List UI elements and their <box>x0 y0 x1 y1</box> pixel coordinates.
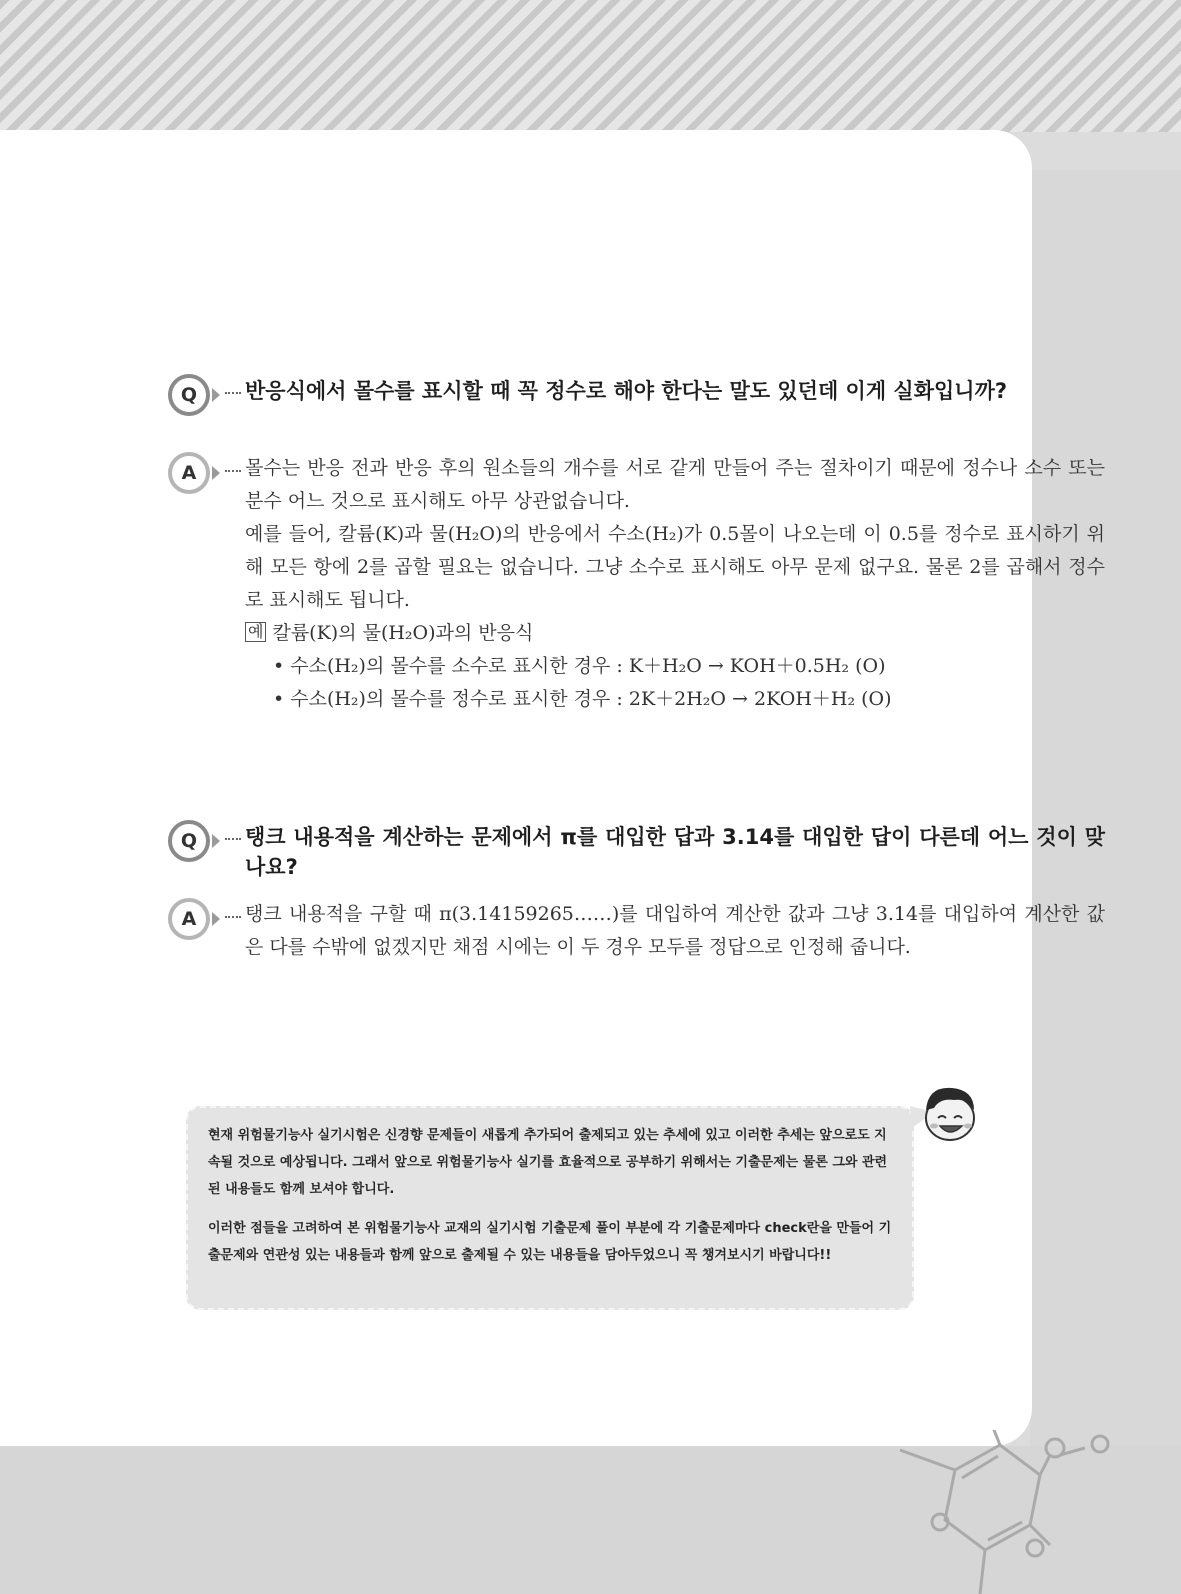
answer-paragraph: 탱크 내용적을 구할 때 π(3.14159265……)를 대입하여 계산한 값과 그냥 3.14를 대입하여 계산한 값은 다를 수밖에 없겠지만 채점 시에는 이 두 경우 모두를 정답으로 인정해 줍니다. <box>245 903 1105 958</box>
tip-paragraph: 이러한 점들을 고려하여 본 위험물기능사 교재의 실기시험 기출문제 풀이 부분에 각 기출문제마다 check란을 만들어 기출문제와 연관성 있는 내용들과 함께 앞으로 출제될 수 있는 내용들을 담아두었으니 꼭 챙겨보시기 바랍니다!! <box>208 1221 892 1263</box>
top-hatched-band <box>0 0 1181 132</box>
answer-badge: A <box>168 452 210 494</box>
answer-badge: A <box>168 898 210 940</box>
leader-dots <box>225 392 241 394</box>
tip-note-text <box>208 1122 898 1269</box>
answer-paragraph: 몰수는 반응 전과 반응 후의 원소들의 개수를 서로 같게 만들어 주는 절차이기 때문에 정수나 소수 또는 분수 어느 것으로 표시해도 아무 상관없습니다. <box>245 457 1105 512</box>
right-margin-band <box>1030 170 1181 1450</box>
question-text: 탱크 내용적을 계산하는 문제에서 π를 대입한 답과 3.14를 대입한 답이 다른데 어느 것이 맞나요? <box>245 825 1105 879</box>
tip-note-box <box>186 1106 914 1310</box>
answer-text <box>245 898 1105 964</box>
molecule-decoration-icon <box>900 1430 1120 1594</box>
smiling-boy-icon <box>914 1080 980 1146</box>
answer-text <box>245 452 1105 716</box>
example-line <box>245 617 1105 650</box>
leader-dots <box>225 916 241 918</box>
tip-paragraph: 현재 위험물기능사 실기시험은 신경향 문제들이 새롭게 추가되어 출제되고 있는 추세에 있고 이러한 추세는 앞으로도 지속될 것으로 예상됩니다. 그래서 앞으로 위험물기능사 실기를 효율적으로 공부하기 위해서는 기출문제는 물론 그와 관련된 내용들도 함께 보셔야 합니다. <box>208 1128 888 1197</box>
answer-paragraph: 예를 들어, 칼륨(K)과 물(H₂O)의 반응에서 수소(H₂)가 0.5몰이 나오는데 이 0.5를 정수로 표시하기 위해 모든 항에 2를 곱할 필요는 없습니다. 그냥 소수로 표시해도 아무 문제 없구요. 물론 2를 곱해서 정수로 표시해도 됩니다. <box>245 523 1105 611</box>
question-badge: Q <box>168 820 210 862</box>
leader-dots <box>225 838 241 840</box>
example-tag: 예 <box>245 622 266 642</box>
leader-dots <box>225 470 241 472</box>
example-bullet: • 수소(H₂)의 몰수를 정수로 표시한 경우 : 2K＋2H₂O → 2KOH＋H₂ (O) <box>273 688 892 710</box>
example-bullet: • 수소(H₂)의 몰수를 소수로 표시한 경우 : K＋H₂O → KOH＋0.5H₂ (O) <box>273 655 886 677</box>
question-badge: Q <box>168 374 210 416</box>
example-title: 칼륨(K)의 물(H₂O)과의 반응식 <box>272 622 534 644</box>
question-text: 반응식에서 몰수를 표시할 때 꼭 정수로 해야 한다는 말도 있던데 이게 실화입니까? <box>245 379 1008 403</box>
